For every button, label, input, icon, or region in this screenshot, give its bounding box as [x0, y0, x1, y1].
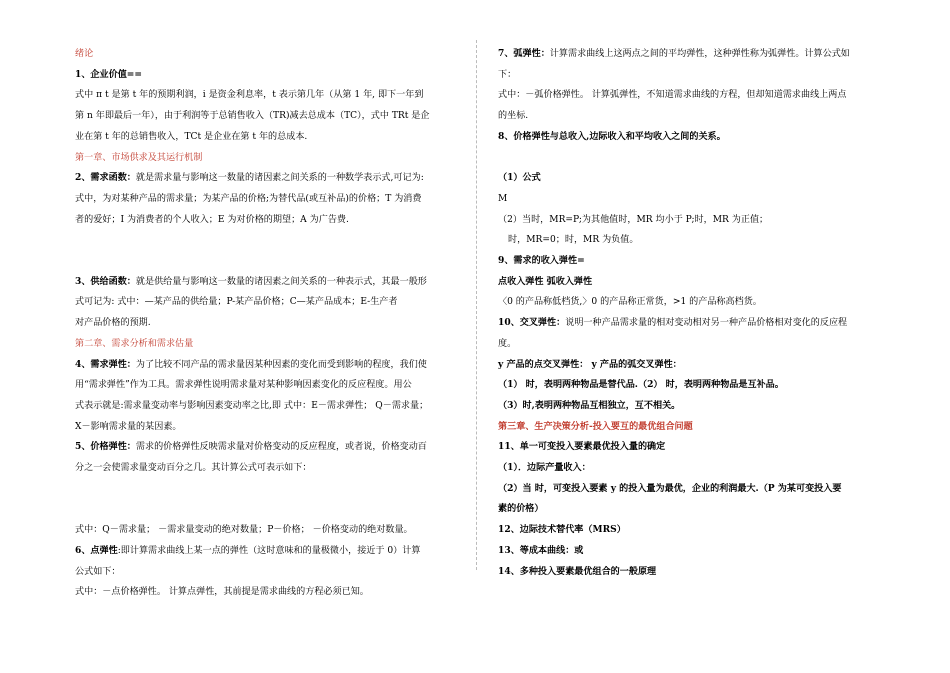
subitem-formula: （1）公式 — [498, 172, 541, 184]
item-price-elasticity — [75, 437, 453, 458]
paragraph-line: 第 n 年即最后一年），由于利润等于总销售收入（TR)减去总成本（TC），式中 TRt 是企 — [75, 111, 430, 122]
paragraph-line: 〈0 的产品称低档货,〉0 的产品称正常货，>1 的产品称高档货。 — [498, 297, 762, 308]
section-heading-introduction: 绪论 — [75, 49, 94, 59]
item-demand-function — [75, 168, 453, 189]
right-column — [498, 44, 886, 582]
paragraph-line: （2）当时，MR=P;为其他值时，MR 均小于 P;时，MR 为正值； — [498, 214, 769, 225]
paragraph-line: M — [498, 193, 508, 204]
chapter-heading-3: 第三章、生产决策分析-投入要互的最优组合问题 — [498, 420, 693, 432]
item-text: 就是需求量与影响这一数量的诸因素之间关系的一种数学表示式,可记为: — [135, 173, 424, 184]
paragraph-line: 点收入弹性 弧收入弹性 — [498, 275, 593, 287]
item-income-elasticity: 9、需求的收入弹性= — [498, 255, 585, 267]
item-supply-function — [75, 272, 453, 293]
paragraph-line: 者的爱好；I 为消费者的个人收入；E 为对价格的期望；A 为广告费. — [75, 214, 349, 225]
paragraph-line: 下： — [498, 69, 517, 80]
formula-space — [75, 230, 453, 271]
item-cross-elasticity — [498, 313, 886, 334]
item-text: 需求的价格弹性反映需求量对价格变动的反应程度，或者说，价格变动百 — [135, 442, 427, 453]
paragraph-line: 公式如下： — [75, 566, 121, 577]
item-isocost: 13、等成本曲线：或 — [498, 544, 584, 556]
paragraph-line: 式表示就是:需求量变动率与影响因素变动率之比,即 式中：E－需求弹性； Q－需求量； — [75, 400, 429, 411]
paragraph-line: （1）．边际产量收入： — [498, 462, 591, 474]
item-optimal-combination: 14、多种投入要素最优组合的一般原理 — [498, 565, 657, 577]
paragraph-line: y 产品的点交叉弹性： y 产品的弧交叉弹性： — [498, 358, 682, 370]
left-column — [75, 44, 453, 603]
column-divider — [476, 40, 477, 570]
item-label: 3、供给函数： — [75, 275, 136, 287]
item-enterprise-value: 1、企业价值== — [75, 68, 143, 80]
item-elasticity-revenue: 8、价格弹性与总收入,边际收入和平均收入之间的关系。 — [498, 130, 726, 142]
paragraph-line: 式中：Q－需求量； －需求量变动的绝对数量；P－价格； －价格变动的绝对数量。 — [75, 525, 413, 536]
chapter-heading-2: 第二章、需求分析和需求估量 — [75, 338, 194, 349]
paragraph-line: 分之一会使需求量变动百分之几。其计算公式可表示如下： — [75, 463, 312, 474]
item-label: 6、点弹性 — [75, 544, 118, 556]
item-label: 7、弧弹性： — [498, 48, 550, 59]
item-point-elasticity — [75, 541, 453, 562]
item-label: 2、需求函数： — [75, 172, 136, 184]
item-text: :即计算需求曲线上某一点的弹性（这时意味和的量极微小，接近于 0）计算 — [117, 545, 421, 556]
item-label: 5、价格弹性： — [75, 441, 136, 453]
paragraph-line: 业在第 t 年的总销售收入，TCt 是企业在第 t 年的总成本. — [75, 131, 308, 142]
formula-space — [75, 479, 453, 520]
paragraph-line: 式中：－弧价格弹性。 计算弧弹性，不知道需求曲线的方程，但却知道需求曲线上两点 — [498, 90, 847, 101]
paragraph-line: 式可记为: 式中：—某产品的供给量；P-某产品价格；C—某产品成本；E-生产者 — [75, 297, 398, 308]
paragraph-line: 式中，为对某种产品的需求量；为某产品的价格;为替代品(或互补品)的价格；T 为消费 — [75, 193, 422, 204]
paragraph-line: 度。 — [498, 338, 517, 349]
paragraph-line: X－影响需求量的某因素。 — [75, 421, 182, 432]
paragraph-line: 式中 π t 是第 t 年的预期利润，i 是资金利息率，t 表示第几年（从第 1 年, 即下一年到 — [75, 90, 424, 101]
item-text: 为了比较不同产品的需求量因某种因素的变化而受到影响的程度，我们使 — [135, 359, 427, 370]
chapter-heading-1: 第一章、市场供求及其运行机制 — [75, 152, 203, 163]
paragraph-line: 素的价格） — [498, 503, 544, 515]
paragraph-line: （3）时,表明两种物品互相独立，互不相关。 — [498, 399, 681, 411]
item-text: 计算需求曲线上这两点之间的平均弹性，这种弹性称为弧弹性。计算公式如 — [549, 49, 850, 59]
item-mrs: 12、边际技术替代率（MRS） — [498, 524, 626, 536]
paragraph-line: 对产品价格的预期. — [75, 318, 151, 329]
formula-space — [498, 148, 886, 169]
paragraph-line: 的坐标. — [498, 111, 529, 122]
item-single-input: 11、单一可变投入要素最优投入量的确定 — [498, 441, 666, 453]
item-text: 就是供给量与影响这一数量的诸因素之间关系的一种表示式，其最一般形 — [135, 276, 427, 287]
paragraph-line: （1） 时，表明两种物品是替代品.（2） 时，表明两种物品是互补品。 — [498, 379, 784, 391]
paragraph-line: 用“需求弹性”作为工具。需求弹性说明需求量对某种影响因素变化的反应程度。用公 — [75, 380, 412, 391]
paragraph-line: 时，MR=0；时，MR 为负值。 — [508, 235, 639, 246]
item-arc-elasticity — [498, 44, 886, 65]
paragraph-line: （2）当 时，可变投入要素 y 的投入量为最优，企业的利润最大.（P 为某可变投入要 — [498, 482, 842, 494]
item-label: 10、交叉弹性： — [498, 317, 566, 329]
item-text: 说明一种产品需求量的相对变动相对另一种产品价格相对变化的反应程 — [565, 318, 848, 329]
item-label: 4、需求弹性： — [75, 358, 136, 370]
paragraph-line: 式中：－点价格弹性。 计算点弹性，其前提是需求曲线的方程必须已知。 — [75, 587, 369, 598]
item-demand-elasticity — [75, 355, 453, 376]
